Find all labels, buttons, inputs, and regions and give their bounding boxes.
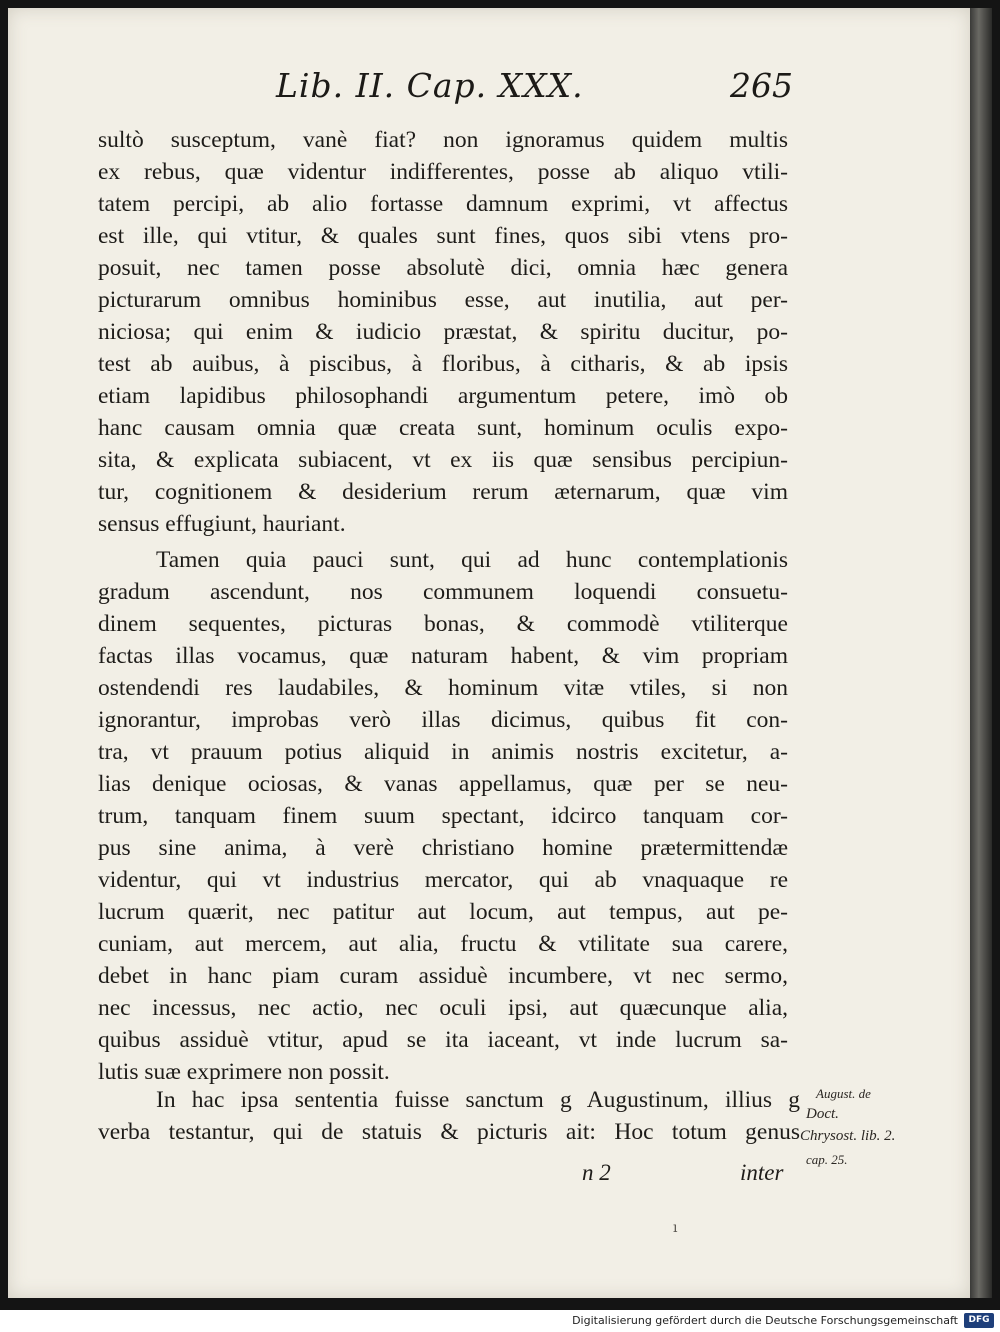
marginal-note-line: cap. 25. (806, 1152, 848, 1167)
text-line: lucrum quærit, nec patitur aut locum, aut tempus, aut pe- (98, 899, 788, 925)
text-line: pus sine anima, à verè christiano homine prætermittendæ (98, 835, 788, 861)
text-line: tatem percipi, ab alio fortasse damnum exprimi, vt affectus (98, 191, 788, 217)
text-line: sensus effugiunt, hauriant. (98, 511, 346, 537)
text-line: sita, & explicata subiacent, vt ex iis quæ sensibus percipiun- (98, 447, 788, 473)
text-line: etiam lapidibus philosophandi argumentum petere, imò ob (98, 383, 788, 409)
page-number: 265 (730, 66, 793, 105)
text-line: In hac ipsa sententia fuisse sanctum g Augustinum, illius g (156, 1087, 800, 1113)
book-page (8, 8, 970, 1298)
paragraph-1 (98, 124, 788, 540)
text-line: trum, tanquam finem suum spectant, idcirco tanquam cor- (98, 803, 788, 829)
text-line: lutis suæ exprimere non possit. (98, 1059, 390, 1085)
text-line: niciosa; qui enim & iudicio præstat, & spiritu ducitur, po- (98, 319, 788, 345)
footer-bar (0, 1310, 1000, 1332)
text-line: ostendendi res laudabiles, & hominum vitæ vtiles, si non (98, 675, 788, 701)
running-head: Lib. II. Cap. XXX. (276, 66, 584, 105)
text-line: test ab auibus, à piscibus, à floribus, à citharis, & ab ipsis (98, 351, 788, 377)
paragraph-3 (98, 1084, 800, 1148)
text-line: ex rebus, quæ videntur indifferentes, posse ab aliquo vtili- (98, 159, 788, 185)
text-line: quibus assiduè vtitur, apud se ita iaceant, vt inde lucrum sa- (98, 1027, 788, 1053)
footer-credit: Digitalisierung gefördert durch die Deutsche Forschungsgemeinschaft (572, 1314, 958, 1327)
text-line: factas illas vocamus, quæ naturam habent, & vim propriam (98, 643, 788, 669)
marginal-note-line: Chrysost. lib. 2. (800, 1128, 896, 1144)
text-line: tur, cognitionem & desiderium rerum æternarum, quæ vim (98, 479, 788, 505)
page-header (8, 66, 970, 116)
text-line: ignorantur, improbas verò illas dicimus, quibus fit con- (98, 707, 788, 733)
text-line: nec incessus, nec actio, nec oculi ipsi, aut quæcunque alia, (98, 995, 788, 1021)
text-line: sultò susceptum, vanè fiat? non ignoramus quidem multis (98, 127, 788, 153)
paragraph-2 (98, 544, 788, 1088)
text-line: est ille, qui vtitur, & quales sunt fines, quos sibi vtens pro- (98, 223, 788, 249)
page-edge (970, 8, 992, 1298)
text-line: posuit, nec tamen posse absolutè dici, omnia hæc genera (98, 255, 788, 281)
dfg-logo-icon: DFG (964, 1313, 994, 1328)
ink-speck: ı (673, 1220, 678, 1236)
marginal-note-line: Doct. (806, 1106, 839, 1122)
text-line: videntur, qui vt industrius mercator, qui ab vnaquaque re (98, 867, 788, 893)
text-line: verba testantur, qui de statuis & picturis ait: Hoc totum genus (98, 1119, 800, 1145)
text-line: picturarum omnibus hominibus esse, aut inutilia, aut per- (98, 287, 788, 313)
signature-mark: n 2 (582, 1160, 611, 1185)
text-line: dinem sequentes, picturas bonas, & commodè vtiliterque (98, 611, 788, 637)
text-line: gradum ascendunt, nos communem loquendi consuetu- (98, 579, 788, 605)
text-line: Tamen quia pauci sunt, qui ad hunc contemplationis (156, 547, 788, 573)
text-line: cuniam, aut mercem, aut alia, fructu & vtilitate sua carere, (98, 931, 788, 957)
text-line: hanc causam omnia quæ creata sunt, hominum oculis expo- (98, 415, 788, 441)
text-line: tra, vt prauum potius aliquid in animis nostris excitetur, a- (98, 739, 788, 765)
text-line: lias denique ociosas, & vanas appellamus, quæ per se neu- (98, 771, 788, 797)
catchword: inter (740, 1160, 784, 1185)
text-line: debet in hanc piam curam assiduè incumbere, vt nec sermo, (98, 963, 788, 989)
marginal-note-line: August. de (816, 1086, 871, 1101)
